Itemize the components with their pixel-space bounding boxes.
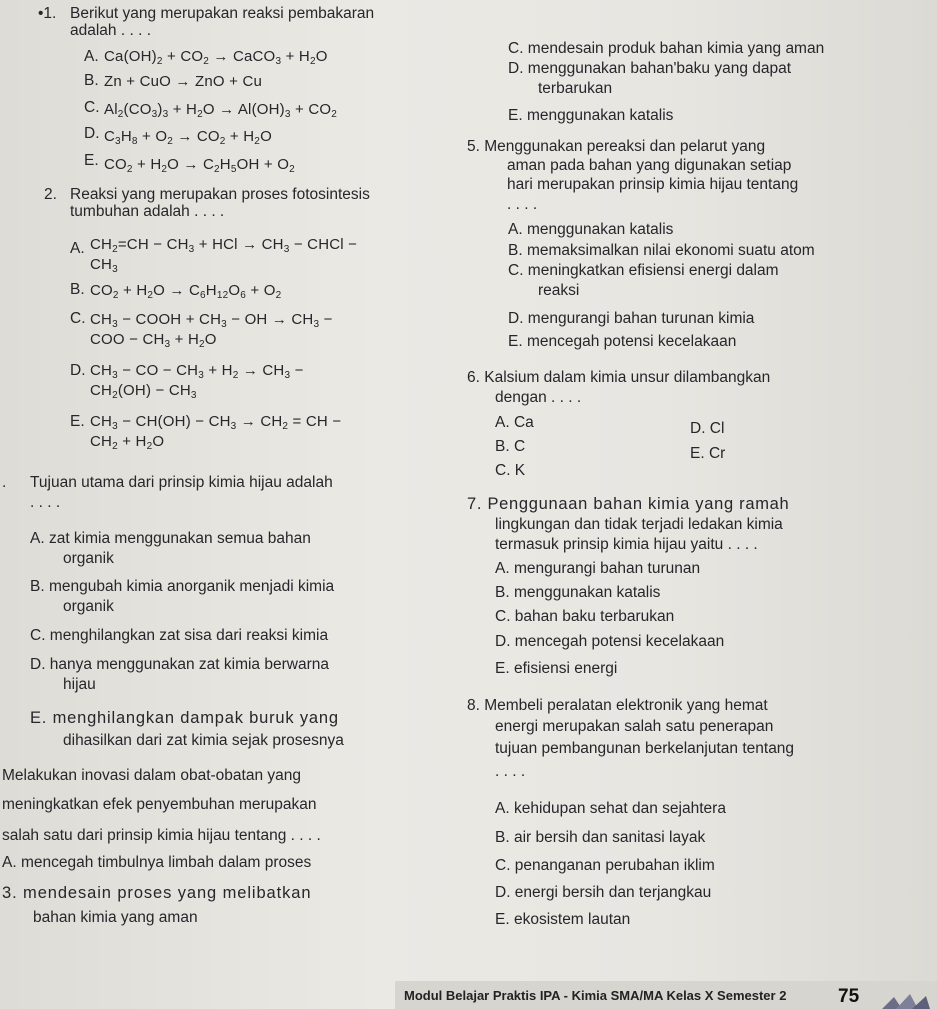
q5-option-c: C. meningkatkan efisiensi energi dalam — [508, 262, 779, 279]
footer-arrow-icon — [880, 990, 930, 1009]
q5-option-c-cont: reaksi — [538, 282, 580, 299]
q3-option-b-cont: organik — [63, 598, 114, 615]
q7-option-b: B. menggunakan katalis — [495, 584, 661, 601]
q8-stem-cont-1: energi merupakan salah satu penerapan — [495, 718, 774, 735]
q2-option-b: $CO_2 + H_2O \to C_6H_{12}O_6 + O_2$ — [90, 282, 282, 301]
q5-option-e: E. mencegah potensi kecelakaan — [508, 333, 737, 350]
q4-option-d: D. menggunakan bahan'baku yang dapat — [508, 60, 792, 77]
q2-option-c-letter: C. — [70, 310, 86, 327]
q1-option-d-letter: D. — [84, 125, 100, 142]
q5-option-b: B. memaksimalkan nilai ekonomi suatu atom — [508, 242, 815, 259]
q1-option-d: $C_3H_8 + O_2 \to CO_2 + H_2O$ — [104, 128, 272, 147]
q4-option-e: E. menggunakan katalis — [508, 107, 674, 124]
q3-option-c: C. menghilangkan zat sisa dari reaksi kimia — [30, 627, 329, 644]
q7-stem-cont-2: termasuk prinsip kimia hijau yaitu . . . . — [495, 536, 758, 553]
q3-stem: Tujuan utama dari prinsip kimia hijau adalah — [30, 474, 333, 491]
q7-option-e: E. efisiensi energi — [495, 660, 618, 677]
q2-option-a-cont: $CH_3$ — [90, 256, 118, 275]
q3-stem-cont: . . . . — [30, 494, 61, 511]
q2-number: 2. — [44, 186, 57, 203]
q4-stem-cont-1: meningkatkan efek penyembuhan merupakan — [2, 796, 317, 813]
q5-option-a: A. menggunakan katalis — [508, 221, 674, 238]
q7-option-c: C. bahan baku terbarukan — [495, 608, 675, 625]
q4-stem-cont-2: salah satu dari prinsip kimia hijau tentang . . . . — [2, 827, 321, 844]
q6-option-e: E. Cr — [690, 445, 726, 462]
q7-stem: 7. Penggunaan bahan kimia yang ramah — [467, 495, 790, 513]
q1-option-c: $Al_2(CO_3)_3 + H_2O \to Al(OH)_3 + CO_2$ — [104, 101, 338, 120]
q4-option-d-cont: terbarukan — [538, 80, 613, 97]
q6-stem: 6. Kalsium dalam kimia unsur dilambangkan — [467, 369, 771, 386]
q3-option-d: D. hanya menggunakan zat kimia berwarna — [30, 656, 329, 673]
q3-option-e: E. menghilangkan dampak buruk yang — [30, 709, 339, 727]
footer-title: Modul Belajar Praktis IPA - Kimia SMA/MA Kelas X Semester 2 — [404, 988, 787, 1003]
q5-stem-cont-1: aman pada bahan yang digunakan setiap — [507, 157, 792, 174]
q3-option-a: A. zat kimia menggunakan semua bahan — [30, 530, 311, 547]
q2-option-a-letter: A. — [70, 240, 85, 257]
q8-stem: 8. Membeli peralatan elektronik yang hemat — [467, 697, 768, 714]
q2-option-c-cont: COO − $CH_3 + H_2O$ — [90, 331, 217, 350]
q6-option-c: C. K — [495, 462, 526, 479]
q3-option-b: B. mengubah kimia anorganik menjadi kimia — [30, 578, 335, 595]
q8-stem-cont-3: . . . . — [495, 763, 526, 780]
q4-option-c: C. mendesain produk bahan kimia yang aman — [508, 40, 825, 57]
q8-option-b: B. air bersih dan sanitasi layak — [495, 829, 706, 846]
q2-option-c: $CH_3$ − COOH + $CH_3$ − OH → $CH_3$ − — [90, 311, 333, 330]
q2-option-e-letter: E. — [70, 413, 85, 430]
page-number: 75 — [838, 986, 860, 1007]
q6-stem-cont: dengan . . . . — [495, 389, 582, 406]
q6-option-a: A. Ca — [495, 414, 534, 431]
q6-option-b: B. C — [495, 438, 526, 455]
q8-option-c: C. penanganan perubahan iklim — [495, 857, 715, 874]
q2-option-a: $CH_2=CH - CH_3$ + HCl → $CH_3$ − CHCl − — [90, 236, 358, 255]
q3-number: . — [2, 474, 7, 491]
q1-stem-cont: adalah . . . . — [70, 22, 151, 39]
q5-stem-cont-2: hari merupakan prinsip kimia hijau tentang — [507, 176, 799, 193]
q8-stem-cont-2: tujuan pembangunan berkelanjutan tentang — [495, 740, 795, 757]
q6-option-d: D. Cl — [690, 420, 725, 437]
q2-option-e: $CH_3 - CH(OH) - CH_3 \to CH_2$ = CH − — [90, 413, 342, 432]
q4-option-a: A. mencegah timbulnya limbah dalam proses — [2, 854, 312, 871]
q3-option-d-cont: hijau — [63, 676, 96, 693]
q5-stem: 5. Menggunakan pereaksi dan pelarut yang — [467, 138, 766, 155]
q1-stem: Berikut yang merupakan reaksi pembakaran — [70, 5, 375, 22]
q2-stem: Reaksi yang merupakan proses fotosintesis — [70, 186, 370, 203]
q8-option-d: D. energi bersih dan terjangkau — [495, 884, 712, 901]
q1-option-a-letter: A. — [84, 48, 99, 65]
q7-option-d: D. mencegah potensi kecelakaan — [495, 633, 725, 650]
q2-option-b-letter: B. — [70, 281, 85, 298]
q4-stem: Melakukan inovasi dalam obat-obatan yang — [2, 767, 301, 784]
q8-option-a: A. kehidupan sehat dan sejahtera — [495, 800, 726, 817]
q3-option-e-cont: dihasilkan dari zat kimia sejak prosesnya — [63, 732, 344, 749]
q1-number: •1. — [38, 5, 57, 22]
q1-option-e-letter: E. — [84, 152, 99, 169]
q5-stem-cont-3: . . . . — [507, 196, 538, 213]
q5-option-d: D. mengurangi bahan turunan kimia — [508, 310, 755, 327]
q2-option-d-cont: $CH_2(OH) - CH_3$ — [90, 382, 197, 401]
q2-stem-cont: tumbuhan adalah . . . . — [70, 203, 225, 220]
q7-stem-cont-1: lingkungan dan tidak terjadi ledakan kimia — [495, 516, 783, 533]
q1-option-b: Zn + CuO → ZnO + Cu — [104, 73, 263, 90]
q3-option-a-cont: organik — [63, 550, 114, 567]
q2-option-d-letter: D. — [70, 362, 86, 379]
q1-option-a: $Ca(OH)_2 + CO_2$ → CaCO$_3$ + $H_2O$ — [104, 48, 328, 67]
q1-option-b-letter: B. — [84, 72, 99, 89]
q2-option-e-cont: $CH_2 + H_2O$ — [90, 433, 165, 452]
q1-option-c-letter: C. — [84, 99, 100, 116]
q4-option-b: 3. mendesain proses yang melibatkan — [2, 884, 312, 902]
q4-option-b-cont: bahan kimia yang aman — [33, 909, 198, 926]
q1-option-e: $CO_2 + H_2O \to C_2H_5OH + O_2$ — [104, 156, 295, 175]
q2-option-d: $CH_3$ − CO − $CH_3 + H_2 \to CH_3$ − — [90, 362, 304, 381]
q8-option-e: E. ekosistem lautan — [495, 911, 631, 928]
q7-option-a: A. mengurangi bahan turunan — [495, 560, 701, 577]
